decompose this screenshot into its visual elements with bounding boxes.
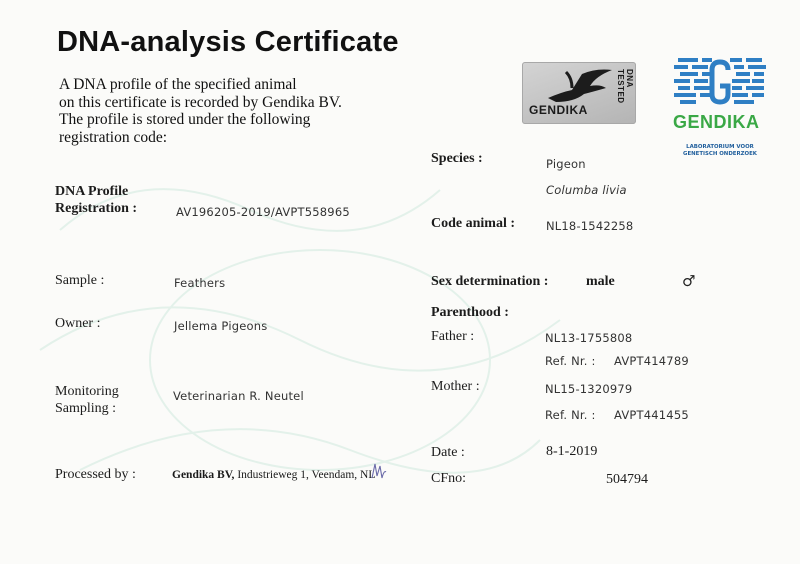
owner-value: Jellema Pigeons (174, 319, 268, 333)
sex-value: male (586, 274, 615, 289)
cfno-label: CFno: (431, 471, 467, 486)
parenthood-label: Parenthood : (431, 305, 509, 320)
father-label: Father : (431, 329, 475, 344)
date-value: 8-1-2019 (546, 444, 598, 459)
gendika-logo (670, 56, 770, 157)
sex-label: Sex determination : (431, 274, 549, 289)
registration-label (55, 183, 137, 217)
intro-text (59, 76, 342, 146)
cfno-value: 504794 (606, 472, 648, 487)
stamp-tag: DNA TESTED (616, 69, 634, 104)
mother-ref-label: Ref. Nr. : (545, 408, 596, 422)
processed-company: Gendika BV, (172, 469, 235, 481)
registration-value: AV196205-2019/AVPT558965 (176, 205, 350, 219)
date-label: Date : (431, 445, 465, 460)
processed-value (172, 469, 375, 481)
pigeon-icon (544, 68, 618, 106)
monitoring-label-line: Sampling : (55, 401, 117, 416)
intro-line: on this certificate is recorded by Gendika BV. (59, 93, 342, 111)
code-animal-value: NL18-1542258 (546, 219, 634, 233)
sample-value: Feathers (174, 276, 226, 290)
monitoring-label (55, 383, 119, 417)
species-latin: Columba livia (546, 183, 627, 197)
logo-subtitle-line: LABORATORIUM VOOR (686, 144, 754, 150)
processed-label: Processed by : (55, 467, 136, 482)
dna-pattern-icon (670, 56, 770, 108)
intro-line: The profile is stored under the following (59, 111, 311, 128)
species-label: Species : (431, 151, 483, 166)
father-ref-label: Ref. Nr. : (545, 354, 596, 368)
mother-ref-value: AVPT441455 (614, 408, 689, 422)
logo-name: GENDIKA (673, 112, 760, 132)
logo-subtitle (670, 144, 770, 158)
dna-tested-stamp (522, 62, 636, 124)
code-animal-label: Code animal : (431, 216, 515, 231)
intro-line: A DNA profile of the specified animal (59, 76, 297, 93)
registration-label-line: DNA Profile (55, 184, 129, 199)
intro-line: registration code: (59, 128, 168, 146)
mother-label: Mother : (431, 379, 480, 394)
owner-label: Owner : (55, 316, 101, 331)
registration-label-line: Registration : (55, 201, 138, 216)
father-value: NL13-1755808 (545, 331, 633, 345)
signature-mark (370, 460, 388, 482)
species-common: Pigeon (546, 157, 586, 171)
male-symbol-icon: ♂ (682, 272, 696, 290)
stamp-brand: GENDIKA (529, 103, 588, 117)
monitoring-value: Veterinarian R. Neutel (173, 389, 304, 403)
sample-label: Sample : (55, 273, 105, 288)
logo-subtitle-line: GENETISCH ONDERZOEK (683, 151, 757, 157)
certificate-title: DNA-analysis Certificate (57, 26, 399, 58)
processed-address: Industrieweg 1, Veendam, NL (237, 469, 376, 481)
mother-value: NL15-1320979 (545, 382, 633, 396)
monitoring-label-line: Monitoring (55, 384, 119, 399)
father-ref-value: AVPT414789 (614, 354, 689, 368)
